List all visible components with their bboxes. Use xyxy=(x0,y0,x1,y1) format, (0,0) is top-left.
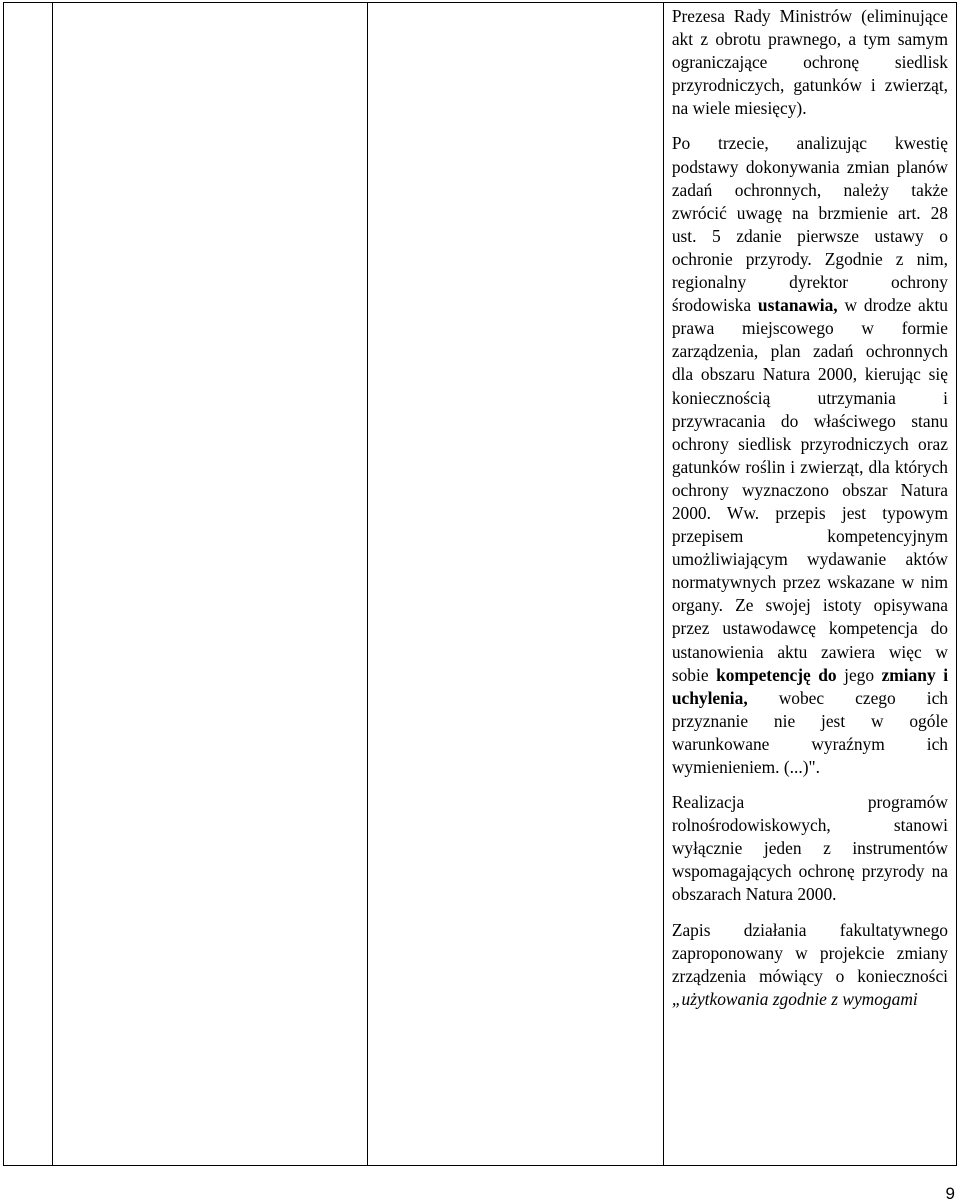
text-run: Realizacja programów rolnośrodowiskowych, stanowi wyłącznie jeden z instrumentów wspomagających ochronę przyrody na obszarach Natura 2000. xyxy=(671,792,948,905)
text-run: Zapis działania fakultatywnego zaproponowany w projekcie zmiany zrządzenia mówiący o konieczności xyxy=(671,919,948,986)
table-row xyxy=(4,3,957,1166)
text-run: jego xyxy=(836,664,882,685)
paragraph xyxy=(672,791,948,906)
bold-text: ustanawia, xyxy=(757,295,838,316)
page-number: 9 xyxy=(945,1184,955,1203)
document-table xyxy=(3,2,957,1166)
bold-text: zmiany i uchylenia, xyxy=(671,664,949,708)
bold-text: kompetencję do xyxy=(716,664,837,685)
text-run: w drodze aktu prawa miejscowego w formie zarządzenia, plan zadań ochronnych dla obszaru Natura 2000, kierując się koniecznością utrzymania i przywracania do właściwego stanu ochrony siedlisk przyrodniczych oraz gatunków roślin i zwierząt, dla których ochrony wyznaczono obszar Natura 2000. Ww. przepis jest typowym przepisem kompetencyjnym umożliwiającym wydawanie aktów normatywnych przez wskazane w nim organy. Ze swojej istoty opisywana przez ustawodawcę kompetencja do ustanowienia aktu zawiera więc w sobie xyxy=(671,295,948,685)
table-cell-empty-3 xyxy=(367,3,663,1166)
cell-text xyxy=(664,3,956,1011)
italic-text: „użytkowania zgodnie z wymogami xyxy=(671,988,918,1009)
text-run: Prezesa Rady Ministrów (eliminujące akt z obrotu prawnego, a tym samym ograniczające ochronę siedlisk przyrodniczych, gatunków i zwierząt, na wiele miesięcy). xyxy=(671,6,948,119)
table-cell-content xyxy=(663,3,956,1166)
paragraph xyxy=(672,5,948,120)
paragraph xyxy=(672,919,948,1011)
table-cell-empty-1 xyxy=(4,3,53,1166)
text-run: Po trzecie, analizując kwestię podstawy dokonywania zmian planów zadań ochronnych, należy także zwrócić uwagę na brzmienie art. 28 ust. 5 zdanie pierwsze ustawy o ochronie przyrody. Zgodnie z nim, regionalny dyrektor ochrony środowiska xyxy=(671,133,948,316)
table-cell-empty-2 xyxy=(53,3,367,1166)
paragraph xyxy=(672,132,948,779)
text-run: wobec czego ich przyznanie nie jest w ogóle warunkowane wyraźnym ich wymienieniem. (...)". xyxy=(671,687,948,777)
